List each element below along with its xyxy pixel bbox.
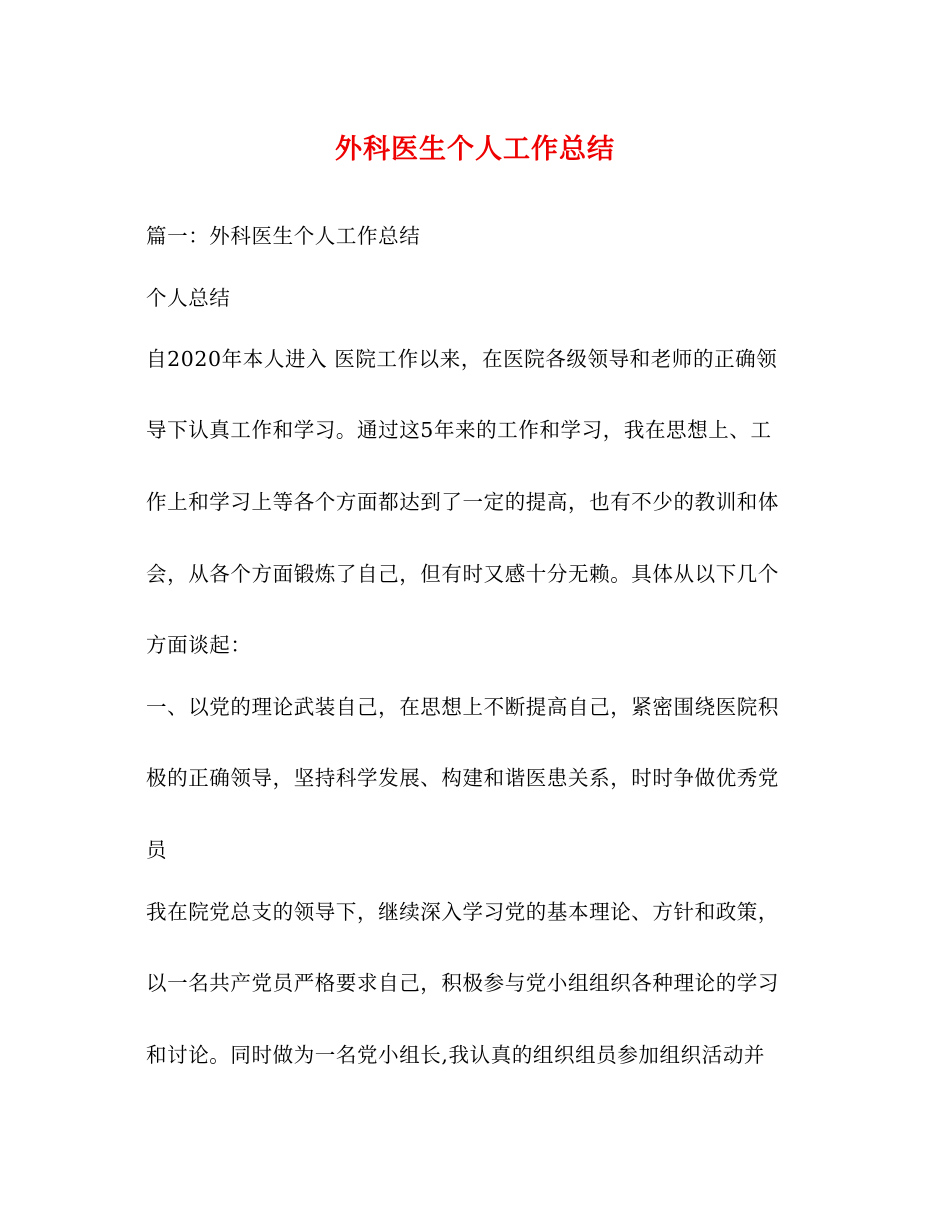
subheading: 个人总结 (146, 286, 231, 310)
paragraph-line: 导下认真工作和学习。通过这5年来的工作和学习，我在思想上、工 (146, 418, 772, 442)
paragraph-line: 自2020年本人进入 医院工作以来，在医院各级领导和老师的正确领 (146, 347, 778, 371)
paragraph-line: 以一名共产党员严格要求自己，积极参与党小组组织各种理论的学习 (146, 971, 779, 995)
list-heading-line: 一、以党的理论武装自己，在思想上不断提高自己，紧密围绕医院积 (146, 695, 779, 719)
paragraph-line: 会，从各个方面锻炼了自己，但有时又感十分无赖。具体从以下几个 (146, 562, 779, 586)
paragraph-line: 我在院党总支的领导下，继续深入学习党的基本理论、方针和政策， (146, 900, 779, 924)
document-title: 外科医生个人工作总结 (335, 134, 615, 165)
section-heading: 篇一：外科医生个人工作总结 (146, 224, 421, 248)
list-heading-line: 极的正确领导，坚持科学发展、构建和谐医患关系，时时争做优秀党 (146, 766, 779, 790)
paragraph-line: 和讨论。同时做为一名党小组长,我认真的组织组员参加组织活动并 (146, 1043, 766, 1067)
paragraph-line: 方面谈起： (146, 633, 252, 657)
paragraph-line: 作上和学习上等各个方面都达到了一定的提高，也有不少的教训和体 (146, 490, 779, 514)
list-heading-line: 员 (146, 838, 168, 862)
